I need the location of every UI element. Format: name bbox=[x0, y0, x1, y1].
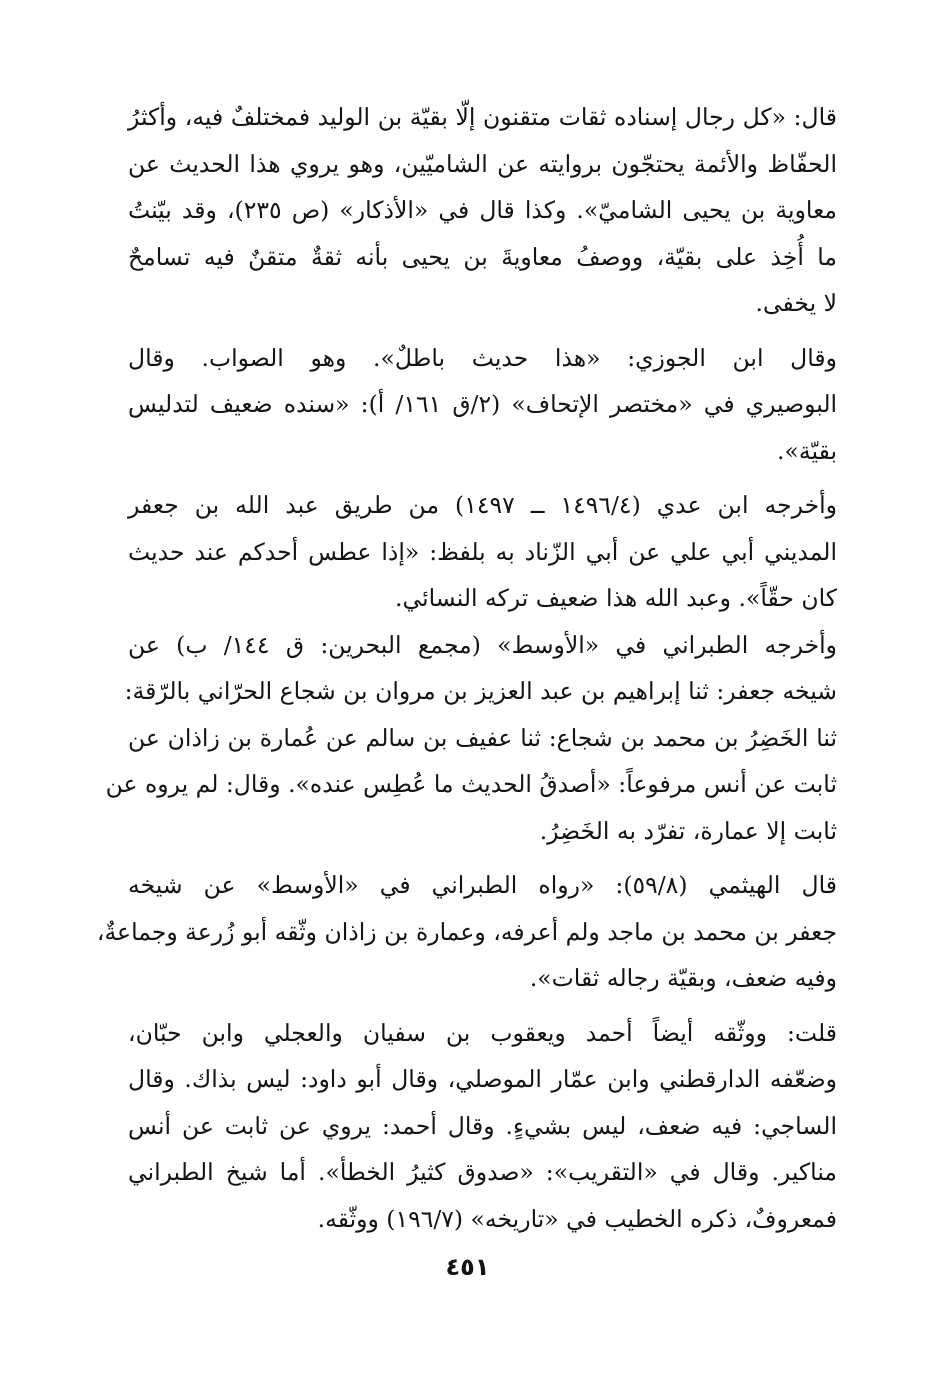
paragraph-6 bbox=[128, 1010, 837, 1243]
text-line: البوصيري في «مختصر الإتحاف» (٢/ق ١٦١/ أ): «سنده ضعيف لتدليس bbox=[128, 390, 838, 418]
text-line: قلت: ووثّقه أيضاً أحمد ويعقوب بن سفيان والعجلي وابن حبّان، bbox=[128, 1018, 837, 1047]
text-line: وفيه ضعف، وبقيّة رجاله ثقات». bbox=[529, 964, 837, 992]
text-line: كان حقّاً». وعبد الله هذا ضعيف تركه النسائي. bbox=[395, 584, 837, 612]
text-line: بقيّة». bbox=[777, 436, 837, 465]
text-line: المديني أبي علي عن أبي الزّناد به بلفظ: «إذا عطس أحدكم عند حديث bbox=[128, 537, 837, 566]
paragraph-2 bbox=[128, 335, 837, 475]
paragraph-3 bbox=[128, 482, 837, 622]
text-line: وضعّفه الدارقطني وابن عمّار الموصلي، وقال أبو داود: ليس بذاك. وقال bbox=[128, 1065, 837, 1093]
text-line: ثنا الخَضِرُ بن محمد بن شجاع: ثنا عفيف بن سالم عن عُمارة بن زاذان عن bbox=[128, 723, 837, 752]
text-line: وأخرجه ابن عدي (١٤٩٦/٤ ــ ١٤٩٧) من طريق عبد الله بن جعفر bbox=[128, 491, 837, 519]
paragraph-4 bbox=[105, 622, 837, 855]
text-line: ثابت عن أنس مرفوعاً: «أصدقُ الحديث ما عُطِس عنده». وقال: لم يروه عن bbox=[105, 770, 837, 798]
text-line: شيخه جعفر: ثنا إبراهيم بن عبد العزيز بن مروان بن شجاع الحرّاني بالرّقة: bbox=[124, 677, 837, 705]
text-line: الحفّاظ والأئمة يحتجّون بروايته عن الشاميّين، وهو يروي هذا الحديث عن bbox=[128, 149, 837, 178]
paragraph-1 bbox=[128, 94, 837, 327]
page-body bbox=[96, 94, 838, 1242]
text-line: وقال ابن الجوزي: «هذا حديث باطلٌ». وهو الصواب. وقال bbox=[128, 343, 837, 372]
text-line: ثابت إلا عمارة، تفرّد به الخَضِرُ. bbox=[539, 816, 837, 845]
text-line: مناكير. وقال في «التقريب»: «صدوق كثيرُ الخطأ». أما شيخ الطبراني bbox=[128, 1158, 837, 1186]
page-number: ٤٥١ bbox=[445, 1253, 490, 1281]
text-line: الساجي: فيه ضعف، ليس بشيءٍ. وقال أحمد: يروي عن ثابت عن أنس bbox=[128, 1111, 837, 1140]
text-line: جعفر بن محمد بن ماجد ولم أعرفه، وعمارة بن زاذان وثّقه أبو زُرعة وجماعةٌ، bbox=[96, 917, 837, 946]
text-line: قال: «كل رجال إسناده ثقات متقنون إلّا بقيّة بن الوليد فمختلفٌ فيه، وأكثرُ bbox=[128, 103, 837, 131]
text-line: ما أُخِذ على بقيّة، ووصفُ معاويةَ بن يحيى بأنه ثقةٌ متقنٌ فيه تسامحٌ bbox=[128, 242, 837, 271]
text-line: معاوية بن يحيى الشاميّ». وكذا قال في «الأذكار» (ص ٢٣٥)، وقد بيّنتُ bbox=[128, 196, 837, 224]
text-line: قال الهيثمي (٥٩/٨): «رواه الطبراني في «الأوسط» عن شيخه bbox=[128, 871, 837, 899]
text-line: فمعروفٌ، ذكره الخطيب في «تاريخه» (١٩٦/٧) ووثّقه. bbox=[317, 1204, 837, 1233]
text-line: لا يخفى. bbox=[755, 289, 837, 317]
text-line: وأخرجه الطبراني في «الأوسط» (مجمع البحرين: ق ١٤٤/ ب) عن bbox=[128, 630, 837, 659]
paragraph-5 bbox=[96, 862, 837, 1002]
